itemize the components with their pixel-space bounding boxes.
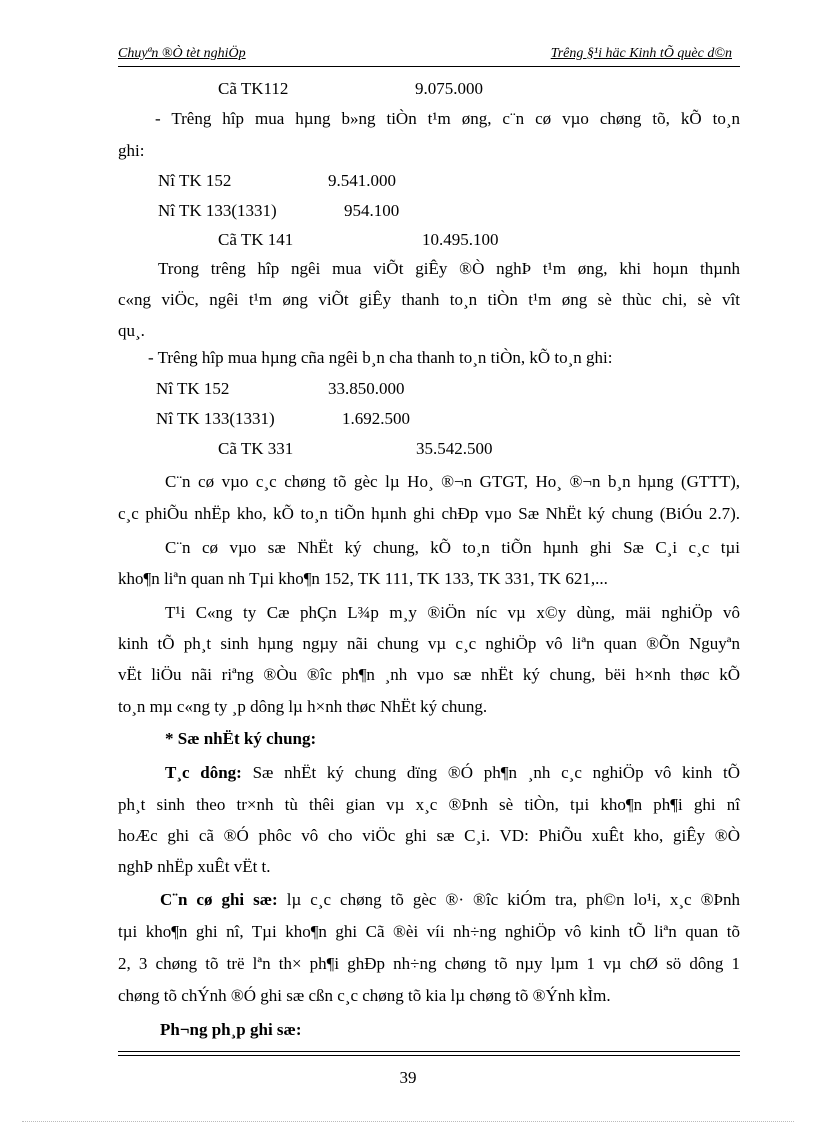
entry-label: Cã TK 331: [218, 439, 294, 458]
para2-line3: qu¸.: [118, 321, 145, 340]
para7-bold: T¸c dông:: [165, 763, 242, 782]
para8-line4: chøng tõ chÝnh ®Ó ghi sæ cßn c¸c chøng tõ kia lµ chøng tõ ®Ýnh kÌm.: [118, 986, 611, 1005]
entry-label: Nî TK 152: [158, 171, 232, 190]
page-edge-dots: [22, 1121, 794, 1122]
para6-line4: to¸n mµ c«ng ty ¸p dông lµ h×nh thøc NhËt ký chung.: [118, 697, 488, 716]
para5-line1: C¨n cø vµo sæ NhËt ký chung, kÕ to¸n tiÕn hµnh ghi Sæ C¸i c¸c tµi: [165, 538, 740, 557]
para6-line2: kinh tÕ ph¸t sinh hµng ngµy nãi chung vµ c¸c nghiÖp vô liªn quan ®Õn Nguyªn: [118, 634, 740, 653]
entry-label: Nî TK 133(1331): [156, 409, 275, 428]
para4-line1: C¨n cø vµo c¸c chøng tõ gèc lµ Ho¸ ®¬n GTGT, Ho¸ ®¬n b¸n hµng (GTTT),: [165, 472, 740, 491]
para4-line2: c¸c phiÕu nhËp kho, kÕ to¸n tiÕn hµnh ghi chÐp vµo Sæ NhËt ký chung (BiÓu 2.7).: [118, 504, 740, 523]
entry-amount: 10.495.100: [422, 230, 499, 249]
para6-line1: T¹i C«ng ty Cæ phÇn L¾p m¸y ®iÖn níc vµ x©y dùng, mäi nghiÖp vô: [165, 603, 740, 622]
para8-bold: C¨n cø ghi sæ:: [160, 890, 278, 909]
header-rule: [118, 66, 740, 67]
entry-amount: 1.692.500: [342, 409, 410, 428]
para8-text: lµ c¸c chøng tõ gèc ®· ®îc kiÓm tra, ph©n lo¹i, x¸c ®Þnh: [277, 890, 740, 909]
page-number: 39: [399, 1068, 417, 1087]
para7-line3: hoÆc ghi cã ®Ó phôc vô cho viÖc ghi sæ C¸i. VD: PhiÕu xuÊt kho, giÊy ®Ò: [118, 826, 740, 845]
entry-label: Nî TK 133(1331): [158, 201, 277, 220]
para5-line2: kho¶n liªn quan nh Tµi kho¶n 152, TK 111, TK 133, TK 331, TK 621,...: [118, 569, 608, 588]
entry-amount: 35.542.500: [416, 439, 493, 458]
entry-amount: 9.075.000: [415, 79, 483, 98]
para1-line1: - Trêng hîp mua hµng b»ng tiÒn t¹m øng, c¨n cø vµo chøng tõ, kÕ to¸n: [155, 109, 740, 128]
header-right: Trêng §¹i häc Kinh tÕ quèc d©n: [550, 46, 732, 61]
entry-amount: 33.850.000: [328, 379, 405, 398]
footer-rule-top: [118, 1051, 740, 1052]
para7-line1: [165, 762, 740, 784]
method-title: Ph¬ng ph¸p ghi sæ:: [160, 1020, 302, 1039]
para1-line2: ghi:: [118, 141, 145, 160]
entry-amount: 9.541.000: [328, 171, 396, 190]
header-left: Chuyªn ®Ò tèt nghiÖp: [118, 46, 246, 61]
section-title: * Sæ nhËt ký chung:: [165, 729, 317, 748]
para8-line2: tµi kho¶n ghi nî, Tµi kho¶n ghi Cã ®èi víi nh÷ng nghiÖp vô kinh tÕ liªn quan tõ: [118, 922, 740, 941]
para2-line1: Trong trêng hîp ngêi mua viÕt giÊy ®Ò nghÞ t¹m øng, khi hoµn thµnh: [158, 259, 740, 278]
para6-line3: vËt liÖu nãi riªng ®Òu ®îc ph¶n ¸nh vµo sæ nhËt ký chung, bëi h×nh thøc kÕ: [118, 665, 740, 684]
para2-line2: c«ng viÖc, ngêi t¹m øng viÕt giÊy thanh to¸n tiÒn t¹m øng sè thùc chi, sè vît: [118, 290, 740, 309]
entry-label: Cã TK 141: [218, 230, 294, 249]
para7-text: Sæ nhËt ký chung dïng ®Ó ph¶n ¸nh c¸c nghiÖp vô kinh tÕ: [241, 763, 740, 782]
entry-label: Cã TK112: [218, 79, 289, 98]
para7-line4: nghÞ nhËp xuÊt vËt t.: [118, 857, 271, 876]
para3-line1: - Trêng hîp mua hµng cña ngêi b¸n cha thanh to¸n tiÒn, kÕ to¸n ghi:: [148, 348, 613, 367]
entry-label: Nî TK 152: [156, 379, 230, 398]
page-header: [118, 46, 740, 66]
entry-amount: 954.100: [344, 201, 400, 220]
para8-line3: 2, 3 chøng tõ trë lªn th× ph¶i ghÐp nh÷ng chøng tõ nµy lµm 1 vµ chØ sö dông 1: [118, 954, 740, 973]
para7-line2: ph¸t sinh theo tr×nh tù thêi gian vµ x¸c ®Þnh sè tiÒn, tµi kho¶n ph¶i ghi nî: [118, 795, 740, 814]
para8-line1: [160, 889, 740, 911]
footer-rule-bottom: [118, 1055, 740, 1056]
